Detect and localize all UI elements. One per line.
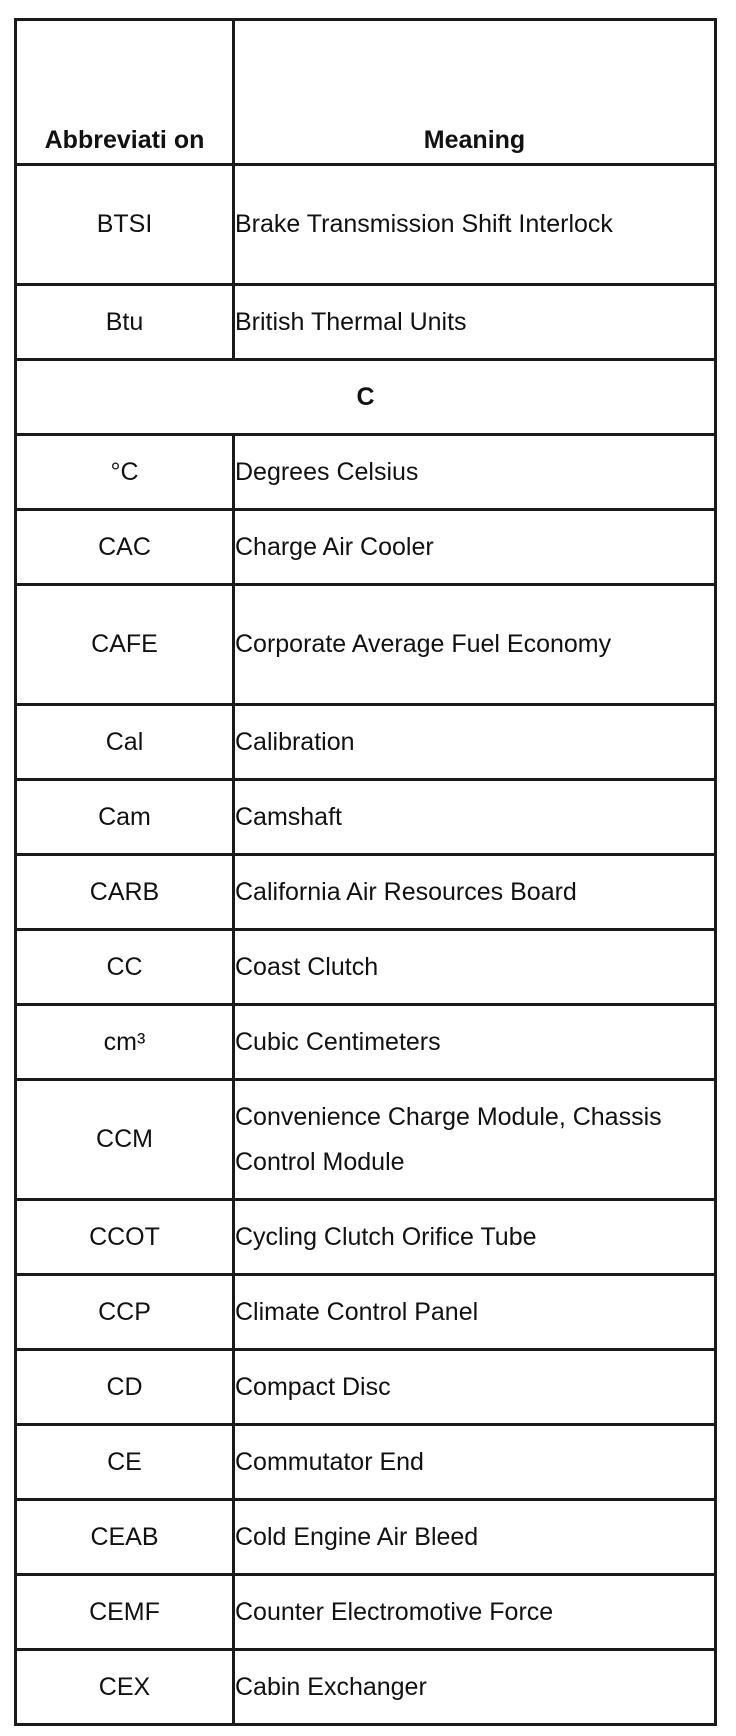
table-row	[16, 780, 716, 855]
section-header-row	[16, 360, 716, 435]
abbreviation-cell: Cal	[16, 705, 234, 780]
meaning-cell: Convenience Charge Module, Chassis Control Module	[234, 1080, 716, 1200]
meaning-cell: Camshaft	[234, 780, 716, 855]
meaning-column-header: Meaning	[234, 20, 716, 165]
meaning-cell: Corporate Average Fuel Economy	[234, 585, 716, 705]
abbreviation-cell: Cam	[16, 780, 234, 855]
table-header-row	[16, 20, 716, 165]
table-row	[16, 1425, 716, 1500]
abbreviation-cell: CEMF	[16, 1575, 234, 1650]
abbreviation-cell: CARB	[16, 855, 234, 930]
abbreviation-cell: CEX	[16, 1650, 234, 1725]
abbreviation-cell: cm³	[16, 1005, 234, 1080]
abbreviation-cell: CAC	[16, 510, 234, 585]
meaning-cell: Cubic Centimeters	[234, 1005, 716, 1080]
abbreviation-cell: CD	[16, 1350, 234, 1425]
table-row	[16, 435, 716, 510]
abbreviation-cell: CAFE	[16, 585, 234, 705]
table-body	[16, 165, 716, 1725]
table-row	[16, 1200, 716, 1275]
meaning-cell: Compact Disc	[234, 1350, 716, 1425]
table-row	[16, 1575, 716, 1650]
meaning-cell: Counter Electromotive Force	[234, 1575, 716, 1650]
abbreviation-cell: CE	[16, 1425, 234, 1500]
section-letter: C	[16, 360, 716, 435]
abbreviation-cell: CCP	[16, 1275, 234, 1350]
abbreviation-cell: °C	[16, 435, 234, 510]
abbreviation-column-header: Abbreviati on	[16, 20, 234, 165]
table-row	[16, 585, 716, 705]
table-row	[16, 1350, 716, 1425]
abbreviation-cell: CC	[16, 930, 234, 1005]
abbreviation-cell: BTSI	[16, 165, 234, 285]
table-row	[16, 1080, 716, 1200]
abbreviation-cell: Btu	[16, 285, 234, 360]
abbreviation-cell: CCOT	[16, 1200, 234, 1275]
meaning-cell: Degrees Celsius	[234, 435, 716, 510]
meaning-cell: Cycling Clutch Orifice Tube	[234, 1200, 716, 1275]
table-row	[16, 1650, 716, 1725]
meaning-cell: Brake Transmission Shift Interlock	[234, 165, 716, 285]
abbreviation-cell: CCM	[16, 1080, 234, 1200]
table-row	[16, 285, 716, 360]
table-row	[16, 855, 716, 930]
meaning-cell: Climate Control Panel	[234, 1275, 716, 1350]
table-row	[16, 1500, 716, 1575]
table-row	[16, 705, 716, 780]
meaning-cell: Calibration	[234, 705, 716, 780]
abbreviations-table	[14, 18, 717, 1726]
meaning-cell: Coast Clutch	[234, 930, 716, 1005]
table-row	[16, 930, 716, 1005]
meaning-cell: Cabin Exchanger	[234, 1650, 716, 1725]
table-row	[16, 510, 716, 585]
meaning-cell: Commutator End	[234, 1425, 716, 1500]
meaning-cell: Charge Air Cooler	[234, 510, 716, 585]
meaning-cell: British Thermal Units	[234, 285, 716, 360]
meaning-cell: Cold Engine Air Bleed	[234, 1500, 716, 1575]
meaning-cell: California Air Resources Board	[234, 855, 716, 930]
table-row	[16, 1005, 716, 1080]
table-row	[16, 165, 716, 285]
abbreviation-cell: CEAB	[16, 1500, 234, 1575]
table-row	[16, 1275, 716, 1350]
